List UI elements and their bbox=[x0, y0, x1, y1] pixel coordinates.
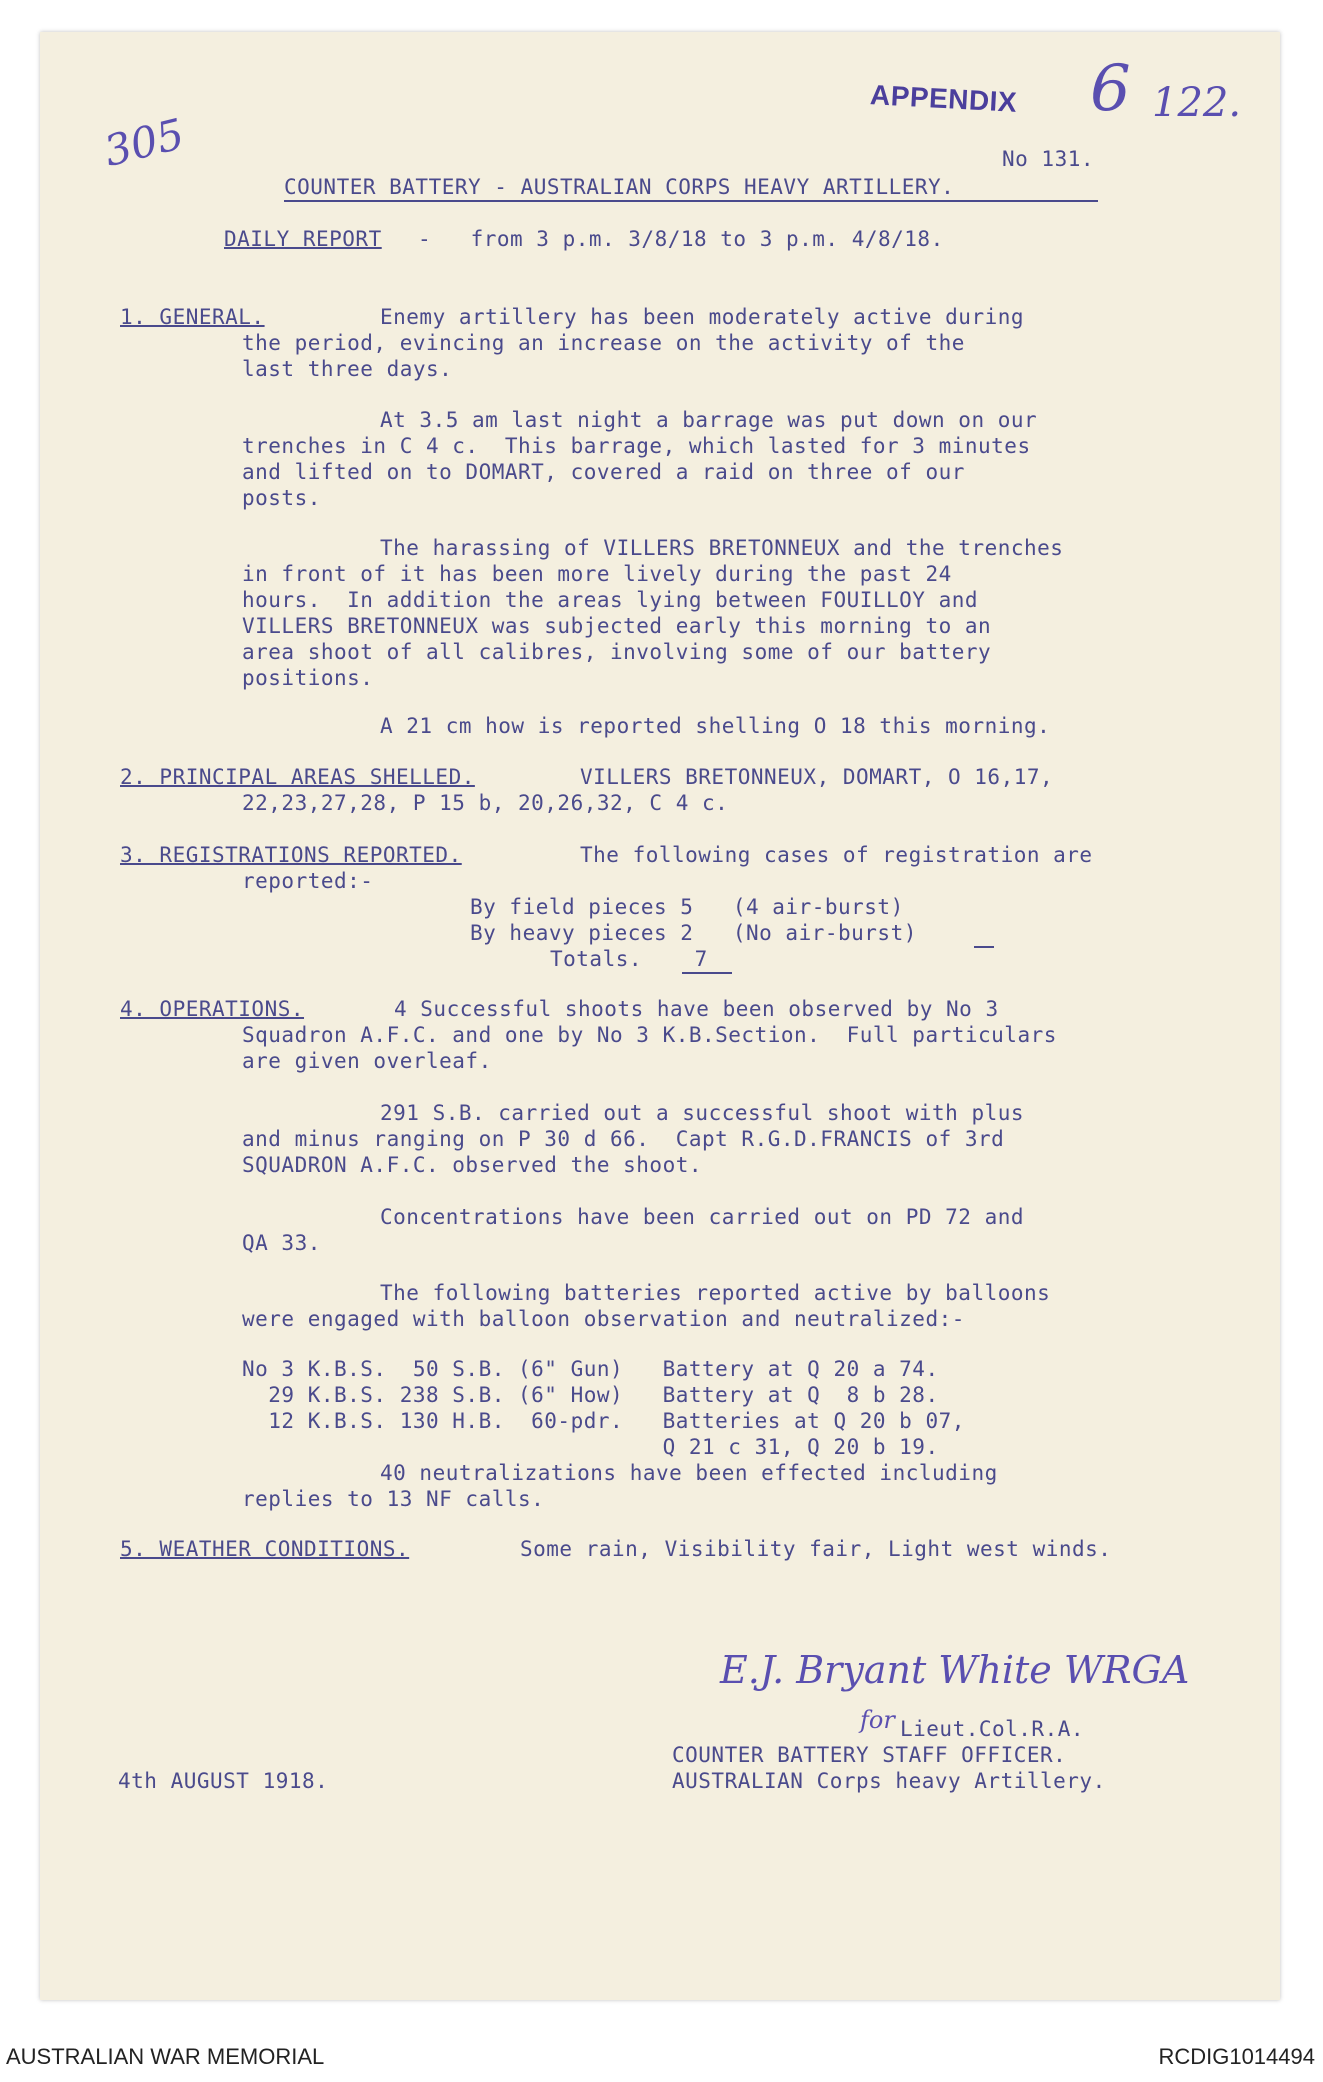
areas-line: 22,23,27,28, P 15 b, 20,26,32, C 4 c. bbox=[242, 791, 729, 815]
totals-mark bbox=[974, 946, 994, 948]
registrations-field: By field pieces 5 (4 air-burst) bbox=[470, 895, 904, 919]
operations-p2-line: SQUADRON A.F.C. observed the shoot. bbox=[242, 1153, 703, 1177]
areas-heading: 2. PRINCIPAL AREAS SHELLED. bbox=[120, 765, 475, 789]
operations-p5-line: replies to 13 NF calls. bbox=[242, 1487, 545, 1511]
report-title: COUNTER BATTERY - AUSTRALIAN CORPS HEAVY ARTILLERY. bbox=[284, 175, 955, 199]
general-p1-line: Enemy artillery has been moderately active during bbox=[380, 305, 1025, 329]
general-heading: 1. GENERAL. bbox=[120, 305, 265, 329]
margin-annotation: 305 bbox=[99, 109, 189, 176]
signature-unit: AUSTRALIAN Corps heavy Artillery. bbox=[672, 1769, 1106, 1793]
registrations-totals: Totals. 7 bbox=[550, 947, 708, 971]
daily-report-period: - from 3 p.m. 3/8/18 to 3 p.m. 4/8/18. bbox=[418, 227, 944, 251]
general-p3-line: area shoot of all calibres, involving some of our battery bbox=[242, 640, 992, 664]
registrations-heavy: By heavy pieces 2 (No air-burst) bbox=[470, 921, 917, 945]
general-p3-line: The harassing of VILLERS BRETONNEUX and the trenches bbox=[380, 536, 1064, 560]
footer-id: RCDIG1014494 bbox=[1158, 2044, 1315, 2069]
general-p3-line: positions. bbox=[242, 666, 374, 690]
appendix-label: APPENDIX bbox=[869, 79, 1018, 118]
general-p2-line: and lifted on to DOMART, covered a raid on three of our bbox=[242, 460, 965, 484]
general-p1-line: the period, evincing an increase on the activity of the bbox=[242, 331, 965, 355]
general-p3-line: in front of it has been more lively during the past 24 bbox=[242, 562, 952, 586]
general-p1-line: last three days. bbox=[242, 357, 453, 381]
signature-office: COUNTER BATTERY STAFF OFFICER. bbox=[672, 1743, 1067, 1767]
appendix-number: 6 bbox=[1090, 52, 1131, 126]
operations-p1-line: are given overleaf. bbox=[242, 1049, 492, 1073]
report-number: No 131. bbox=[1002, 147, 1095, 171]
general-p2-line: posts. bbox=[242, 486, 321, 510]
operations-p3-line: Concentrations have been carried out on PD 72 and bbox=[380, 1205, 1025, 1229]
operations-p2-line: 291 S.B. carried out a successful shoot with plus bbox=[380, 1101, 1025, 1125]
weather-text: Some rain, Visibility fair, Light west winds. bbox=[520, 1537, 1112, 1561]
signature: E.J. Bryant White WRGA bbox=[720, 1648, 1190, 1692]
totals-rule bbox=[682, 972, 732, 974]
operations-p1-line: 4 Successful shoots have been observed by No 3 bbox=[394, 997, 999, 1021]
daily-report-label: DAILY REPORT bbox=[224, 227, 382, 251]
title-underline bbox=[284, 200, 1098, 202]
general-p3-line: VILLERS BRETONNEUX was subjected early this morning to an bbox=[242, 614, 992, 638]
footer-source: AUSTRALIAN WAR MEMORIAL bbox=[6, 2044, 325, 2069]
operations-p2-line: and minus ranging on P 30 d 66. Capt R.G.D.FRANCIS of 3rd bbox=[242, 1127, 1005, 1151]
battery-row: 29 K.B.S. 238 S.B. (6" How) Battery at Q 8 b 28. bbox=[242, 1383, 939, 1407]
general-p4-line: A 21 cm how is reported shelling O 18 this morning. bbox=[380, 714, 1051, 738]
battery-row: Q 21 c 31, Q 20 b 19. bbox=[242, 1435, 939, 1459]
general-p3-line: hours. In addition the areas lying between FOUILLOY and bbox=[242, 588, 979, 612]
general-p2-line: At 3.5 am last night a barrage was put down on our bbox=[380, 408, 1038, 432]
page-number: 122. bbox=[1152, 80, 1242, 126]
operations-p3-line: QA 33. bbox=[242, 1231, 321, 1255]
battery-row: No 3 K.B.S. 50 S.B. (6" Gun) Battery at Q 20 a 74. bbox=[242, 1357, 939, 1381]
operations-p4-line: were engaged with balloon observation and neutralized:- bbox=[242, 1307, 965, 1331]
signature-for: for bbox=[860, 1706, 895, 1734]
signature-rank: Lieut.Col.R.A. bbox=[900, 1717, 1085, 1741]
operations-heading: 4. OPERATIONS. bbox=[120, 997, 305, 1021]
operations-p1-line: Squadron A.F.C. and one by No 3 K.B.Section. Full particulars bbox=[242, 1023, 1057, 1047]
registrations-line: The following cases of registration are bbox=[580, 843, 1093, 867]
weather-heading: 5. WEATHER CONDITIONS. bbox=[120, 1537, 410, 1561]
battery-row: 12 K.B.S. 130 H.B. 60-pdr. Batteries at Q 20 b 07, bbox=[242, 1409, 965, 1433]
areas-line: VILLERS BRETONNEUX, DOMART, O 16,17, bbox=[580, 765, 1054, 789]
operations-p5-line: 40 neutralizations have been effected including bbox=[380, 1461, 998, 1485]
registrations-line: reported:- bbox=[242, 869, 374, 893]
operations-p4-line: The following batteries reported active by balloons bbox=[380, 1281, 1051, 1305]
registrations-heading: 3. REGISTRATIONS REPORTED. bbox=[120, 843, 462, 867]
general-p2-line: trenches in C 4 c. This barrage, which lasted for 3 minutes bbox=[242, 434, 1031, 458]
report-date: 4th AUGUST 1918. bbox=[118, 1769, 329, 1793]
